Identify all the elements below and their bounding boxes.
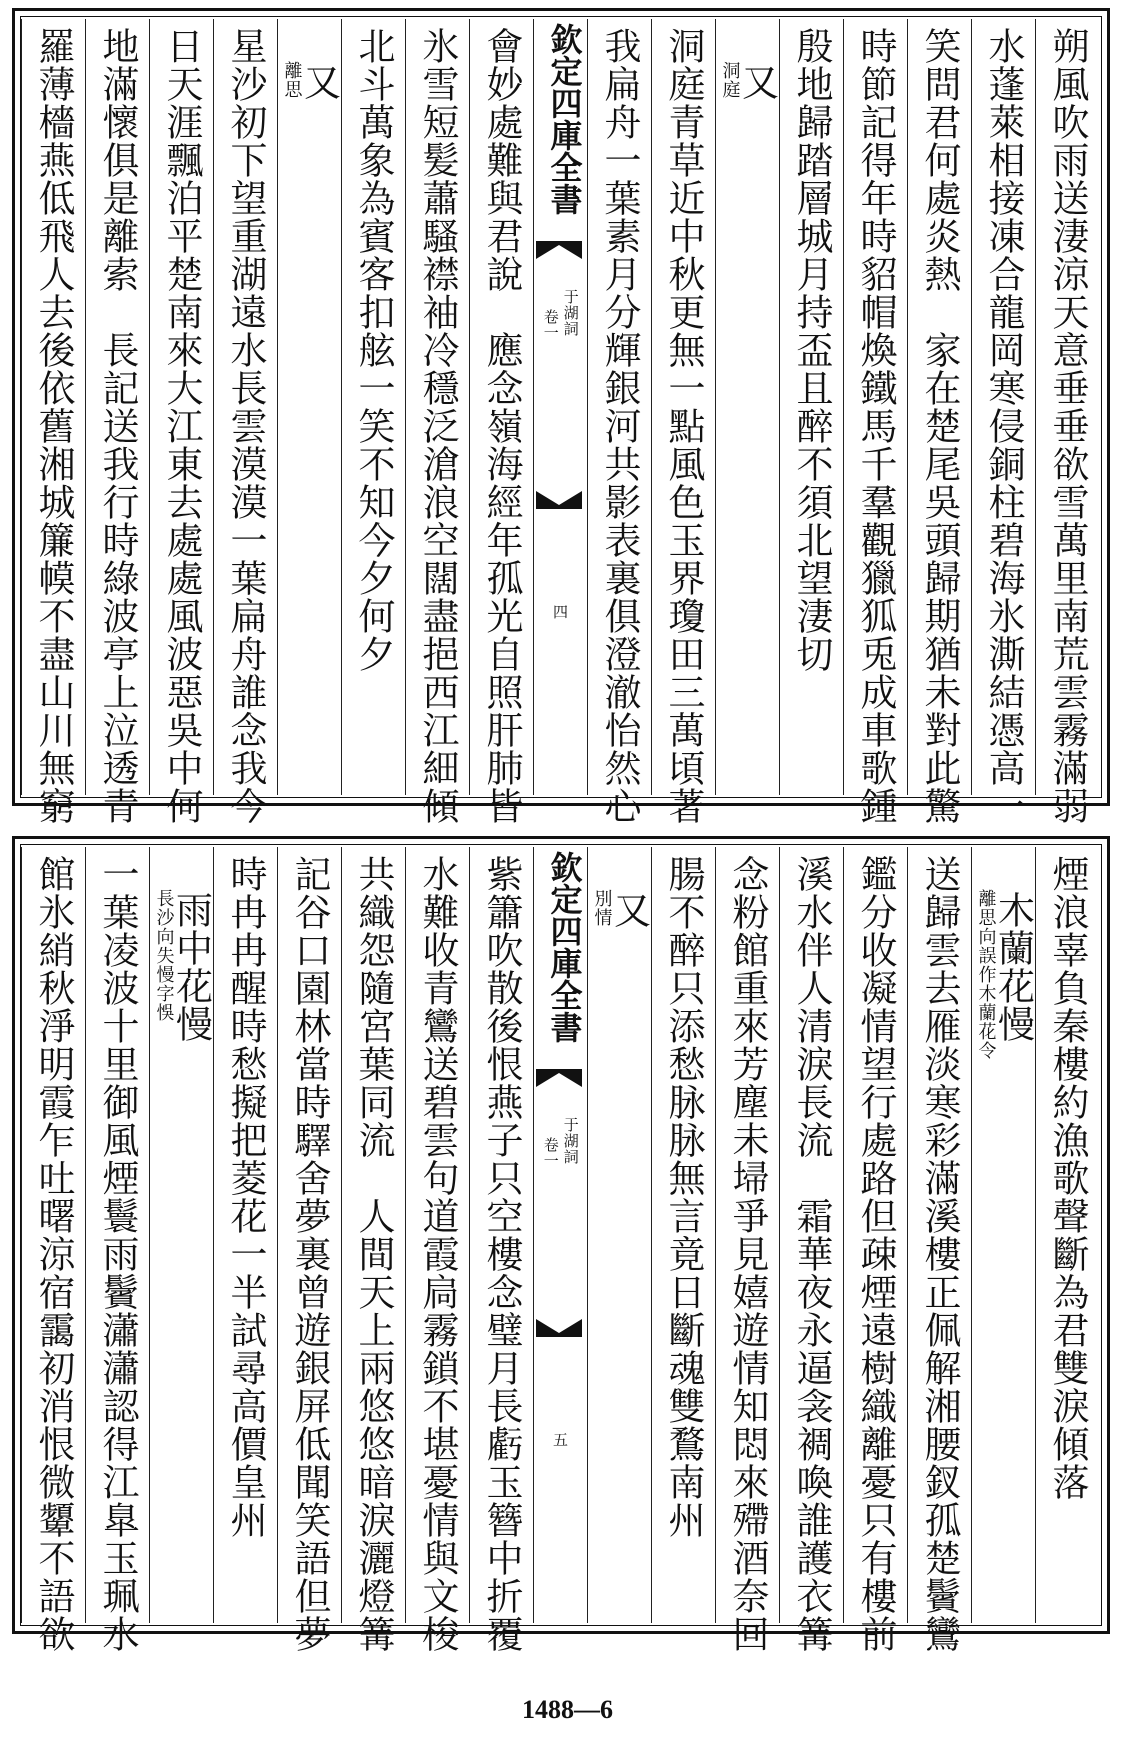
tune-subtitle-note: 別情	[591, 889, 613, 927]
tune-title: 又	[297, 63, 341, 101]
lower-page-text-column	[405, 847, 469, 1653]
fishtail-ornament-icon	[536, 489, 582, 509]
volume-label: 卷一	[541, 1137, 560, 1169]
tune-subtitle-note: 洞庭	[719, 61, 741, 99]
lower-page-text-column	[843, 847, 907, 1653]
upper-page-text-column	[85, 19, 149, 825]
upper-page-text-column	[587, 19, 651, 825]
upper-page-text-column	[149, 19, 213, 825]
poem-text-line: 朔風吹雨送淒涼天意垂垂欲雪萬里南荒雲霧滿弱	[1046, 27, 1089, 825]
book-title: 于湖詞	[561, 1117, 580, 1165]
poem-text-line: 日天涯飄泊平楚南來大江東去處處風波惡吳中何	[160, 27, 203, 825]
poem-text-line: 腸不醉只添愁脉脉無言竟日斷魂雙鶩南州	[662, 855, 705, 1539]
poem-text-line: 羅薄檣燕低飛人去後依舊湘城簾幙不盡山川無窮	[32, 27, 75, 825]
upper-page-text-column	[651, 19, 715, 825]
tune-title: 木蘭花慢	[991, 891, 1035, 1043]
poem-text-line: 笑問君何處炎熱 家在楚尾吳頭歸期猶未對此驚	[918, 27, 961, 825]
poem-text-line: 記谷口園林當時驛舍夢裏曾遊銀屏低聞笑語但夢	[288, 855, 331, 1653]
poem-text-line: 煙浪辜負秦樓約漁歌聲斷為君雙淚傾落	[1046, 855, 1089, 1501]
collection-title: 欽定四庫全書	[545, 851, 584, 1043]
poem-text-line: 水難收青鸞送碧雲句道霞扃霧鎖不堪憂情與文梭	[416, 855, 459, 1653]
poem-text-line: 紫簫吹散後恨燕子只空樓念璧月長虧玉簪中折覆	[480, 855, 523, 1653]
lower-page-text-column	[651, 847, 715, 1623]
poem-text-line: 共織怨隨宮葉同流 人間天上兩悠悠暗淚灑燈篝	[352, 855, 395, 1653]
poem-text-line: 洞庭青草近中秋更無一點風色玉界瓊田三萬頃著	[662, 27, 705, 825]
lower-page-text-column	[85, 847, 149, 1653]
poem-text-line: 館氷綃秋淨明霞乍吐曙涼宿靄初消恨微顰不語欲	[32, 855, 75, 1653]
tune-subtitle-note: 長沙向失慢字悞	[153, 889, 175, 1022]
lower-page-text-column	[1035, 847, 1099, 1623]
upper-page-text-column	[469, 19, 533, 825]
fishtail-ornament-icon	[536, 241, 582, 261]
lower-page-text-column	[779, 847, 843, 1653]
tune-subtitle-note: 離思向誤作木蘭花令	[975, 889, 997, 1060]
poem-text-line: 溪水伴人清淚長流 霜華夜永逼衾裯喚誰護衣篝	[790, 855, 833, 1653]
book-title: 于湖詞	[561, 289, 580, 337]
tune-title: 又	[607, 891, 651, 929]
lower-page-text-column	[341, 847, 405, 1653]
poem-text-line: 我扁舟一葉素月分輝銀河共影表裏俱澄澈怡然心	[598, 27, 641, 825]
upper-page-text-column	[843, 19, 907, 825]
upper-page-text-column	[341, 19, 405, 795]
upper-page-text-column	[907, 19, 971, 825]
lower-page-heading-column	[149, 847, 213, 1623]
upper-page-frame	[12, 8, 1110, 825]
tune-subtitle-note: 離思	[281, 61, 303, 99]
poem-text-line: 念粉館重來芳塵未埽爭見嬉遊情知悶來殢酒奈回	[726, 855, 769, 1653]
fishtail-ornament-icon	[536, 1317, 582, 1337]
upper-page-text-column	[405, 19, 469, 825]
upper-page-heading-column	[715, 19, 779, 795]
poem-text-line: 送歸雲去雁淡寒彩滿溪樓正佩解湘腰釵孤楚鬢鸞	[918, 855, 961, 1653]
lower-page-heading-column	[971, 847, 1035, 1623]
page-reference-number: 1488—6	[522, 1695, 613, 1724]
upper-page-center-banner	[533, 19, 587, 795]
volume-label: 卷一	[541, 309, 560, 341]
lower-page-columns	[23, 847, 1099, 1653]
folio-number: 五	[551, 1432, 569, 1447]
poem-text-line: 星沙初下望重湖遠水長雲漠漠一葉扁舟誰念我今	[224, 27, 267, 825]
poem-text-line: 時冉冉醒時愁擬把菱花一半試尋高價皇州	[224, 855, 267, 1539]
tune-title: 雨中花慢	[169, 891, 213, 1043]
lower-page-center-banner	[533, 847, 587, 1623]
poem-text-line: 一葉凌波十里御風煙鬟雨鬢瀟瀟認得江臯玉珮水	[96, 855, 139, 1653]
poem-text-line: 北斗萬象為賓客扣舷一笑不知今夕何夕	[352, 27, 395, 673]
folio-number: 四	[551, 604, 569, 619]
lower-page-text-column	[21, 847, 85, 1653]
poem-text-line: 氷雪短髪蕭騷襟袖冷穩泛滄浪空闊盡挹西江細傾	[416, 27, 459, 825]
lower-page-text-column	[469, 847, 533, 1653]
lower-page-text-column	[277, 847, 341, 1653]
lower-page-text-column	[213, 847, 277, 1623]
fishtail-ornament-icon	[536, 1069, 582, 1089]
upper-page-text-column	[779, 19, 843, 795]
poem-text-line: 水蓬萊相接凍合龍岡寒侵銅柱碧海氷澌結憑高一	[982, 27, 1025, 825]
poem-heading	[153, 855, 213, 1043]
upper-page-text-column	[213, 19, 277, 825]
tune-title: 又	[735, 63, 779, 101]
upper-page-text-column	[1035, 19, 1099, 825]
upper-page-text-column	[971, 19, 1035, 825]
poem-text-line: 殷地歸踏層城月持盃且醉不須北望淒切	[790, 27, 833, 673]
lower-page-heading-column	[587, 847, 651, 1623]
upper-page-text-column	[21, 19, 85, 825]
upper-page-heading-column	[277, 19, 341, 795]
poem-heading	[719, 27, 779, 101]
poem-heading	[281, 27, 341, 101]
upper-page-columns	[23, 19, 1099, 825]
poem-text-line: 鑑分收凝情望行處路但疎煙遠樹織離憂只有樓前	[854, 855, 897, 1653]
collection-title: 欽定四庫全書	[545, 23, 584, 215]
poem-heading	[975, 855, 1035, 1060]
poem-text-line: 時節記得年時貂帽煥鐵馬千羣觀獵狐兎成車歌鍾	[854, 27, 897, 825]
poem-text-line: 地滿懷俱是離索 長記送我行時綠波亭上泣透青	[96, 27, 139, 825]
lower-page-text-column	[907, 847, 971, 1653]
poem-text-line: 會妙處難與君說 應念嶺海經年孤光自照肝肺皆	[480, 27, 523, 825]
lower-page-text-column	[715, 847, 779, 1653]
poem-heading	[591, 855, 651, 929]
lower-page-frame	[12, 836, 1110, 1653]
